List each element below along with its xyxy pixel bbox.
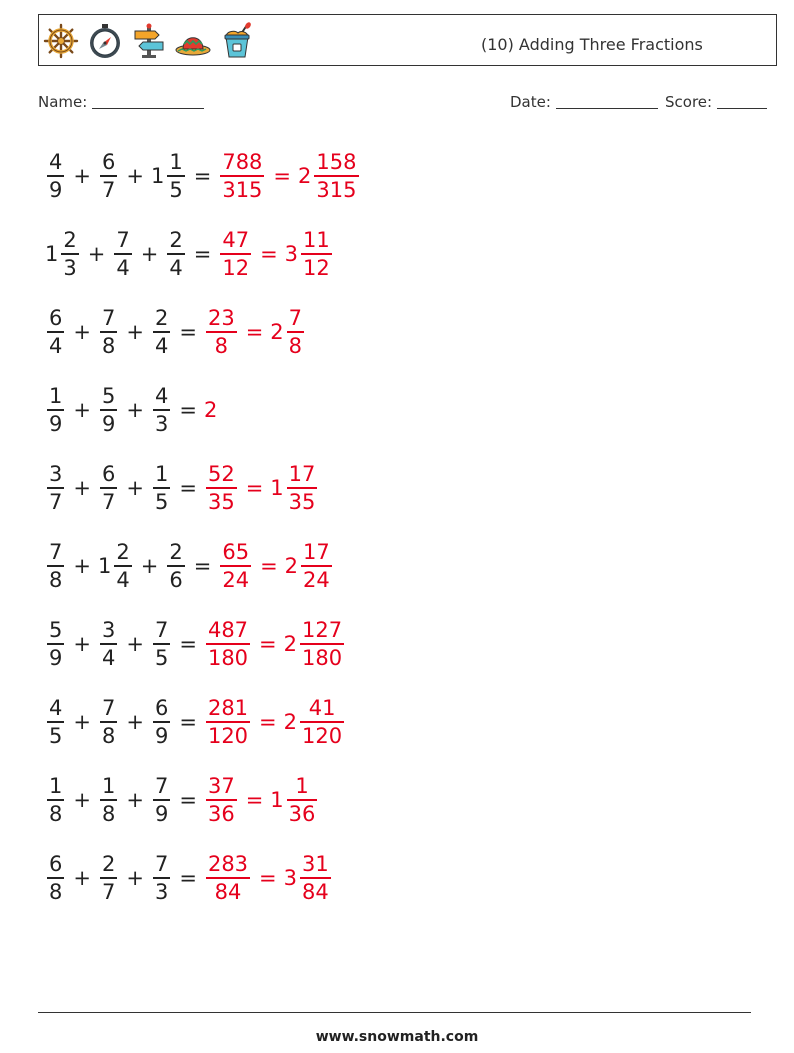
denominator: 84: [302, 879, 329, 904]
numerator: 127: [302, 618, 343, 643]
numerator: 6: [49, 306, 63, 331]
plus-sign: +: [73, 476, 91, 500]
fraction-term: [100, 305, 117, 359]
worksheet-title: (10) Adding Three Fractions: [481, 35, 703, 54]
mixed-whole: 1: [270, 476, 284, 500]
numerator: 7: [101, 696, 116, 721]
fraction-term: [100, 851, 117, 905]
numerator: 7: [49, 540, 63, 565]
numerator: 158: [316, 150, 357, 175]
equals-sign: =: [179, 398, 197, 422]
numerator: 6: [101, 462, 116, 487]
date-label: Date:: [510, 93, 551, 111]
mixed-fraction: [301, 539, 332, 593]
numerator: 788: [222, 150, 263, 175]
denominator: 7: [101, 177, 116, 202]
numerator: 41: [308, 696, 336, 721]
numerator: 6: [101, 150, 116, 175]
denominator: 4: [169, 255, 183, 280]
mixed-whole: 2: [283, 632, 298, 656]
problem-row: [45, 845, 333, 911]
numerator: 65: [222, 540, 250, 565]
plus-sign: +: [73, 710, 91, 734]
numerator: 2: [154, 306, 169, 331]
mixed-fraction: [287, 773, 318, 827]
fraction-term: [153, 305, 170, 359]
denominator: 4: [101, 645, 116, 670]
fraction-term: [100, 149, 117, 203]
denominator: 3: [154, 879, 169, 904]
mixed-whole: 2: [284, 554, 299, 578]
fraction-term: [100, 617, 117, 671]
numerator: 2: [101, 852, 116, 877]
equals-sign: =: [273, 164, 292, 188]
fraction-term: [47, 305, 64, 359]
numerator: 2: [169, 540, 183, 565]
answer-fraction: [206, 851, 250, 905]
equals-sign: =: [259, 632, 277, 656]
denominator: 24: [303, 567, 330, 592]
denominator: 3: [154, 411, 169, 436]
denominator: 4: [154, 333, 169, 358]
numerator: 4: [154, 384, 169, 409]
plus-sign: +: [126, 476, 144, 500]
mixed-fraction: [300, 695, 344, 749]
mixed-fraction: [287, 305, 304, 359]
sombrero-icon: [175, 22, 211, 60]
mixed-whole: 3: [283, 866, 298, 890]
ship-wheel-icon: [43, 22, 79, 60]
denominator: 9: [101, 411, 116, 436]
fraction-term: [167, 149, 184, 203]
answer-fraction: [206, 461, 237, 515]
numerator: 283: [207, 852, 249, 877]
fraction-term: [114, 539, 131, 593]
plus-sign: +: [126, 710, 144, 734]
denominator: 12: [222, 255, 250, 280]
denominator: 36: [288, 801, 316, 826]
problem-row: [45, 533, 334, 599]
denominator: 180: [302, 645, 343, 670]
numerator: 487: [207, 618, 249, 643]
numerator: 1: [295, 774, 309, 799]
numerator: 5: [101, 384, 116, 409]
denominator: 4: [49, 333, 63, 358]
answer-fraction: [206, 617, 250, 671]
numerator: 47: [222, 228, 250, 253]
equals-sign: =: [245, 476, 264, 500]
whole-number: 1: [45, 242, 59, 266]
plus-sign: +: [126, 866, 144, 890]
answer-fraction: [220, 227, 251, 281]
answer-whole: 2: [203, 398, 218, 422]
denominator: 5: [49, 723, 63, 748]
equals-sign: =: [179, 476, 197, 500]
fraction-term: [47, 461, 64, 515]
name-label: Name:: [38, 93, 88, 111]
plus-sign: +: [126, 398, 144, 422]
plus-sign: +: [73, 164, 91, 188]
plus-sign: +: [73, 554, 91, 578]
plus-sign: +: [140, 554, 159, 578]
answer-fraction: [206, 305, 237, 359]
numerator: 4: [49, 696, 63, 721]
whole-number: 1: [150, 164, 165, 188]
denominator: 5: [154, 645, 169, 670]
numerator: 4: [49, 150, 63, 175]
numerator: 7: [288, 306, 303, 331]
numerator: 37: [207, 774, 235, 799]
mixed-whole: 2: [270, 320, 284, 344]
plus-sign: +: [73, 632, 91, 656]
equals-sign: =: [260, 242, 278, 266]
denominator: 8: [214, 333, 228, 358]
equals-sign: =: [179, 866, 197, 890]
numerator: 23: [207, 306, 235, 331]
equals-sign: =: [245, 788, 264, 812]
fraction-term: [153, 773, 170, 827]
denominator: 9: [154, 723, 169, 748]
denominator: 315: [222, 177, 263, 202]
fraction-term: [100, 461, 117, 515]
denominator: 7: [101, 879, 116, 904]
fraction-term: [153, 617, 170, 671]
denominator: 5: [154, 489, 169, 514]
date-blank: [556, 94, 658, 109]
plus-sign: +: [73, 398, 91, 422]
problem-row: [45, 689, 346, 755]
fraction-term: [100, 383, 117, 437]
denominator: 315: [316, 177, 357, 202]
equals-sign: =: [193, 242, 212, 266]
mixed-fraction: [314, 149, 358, 203]
problem-row: [45, 143, 361, 209]
denominator: 4: [116, 567, 130, 592]
score-label: Score:: [665, 93, 713, 111]
denominator: 8: [101, 333, 116, 358]
numerator: 7: [101, 306, 116, 331]
equals-sign: =: [179, 320, 197, 344]
numerator: 6: [154, 696, 169, 721]
numerator: 7: [154, 774, 169, 799]
denominator: 8: [49, 879, 63, 904]
denominator: 3: [63, 255, 77, 280]
plus-sign: +: [126, 320, 144, 344]
equals-sign: =: [259, 866, 277, 890]
fraction-term: [100, 695, 117, 749]
problem-row: [45, 377, 217, 443]
numerator: 2: [116, 540, 130, 565]
denominator: 180: [207, 645, 249, 670]
signpost-icon: [131, 22, 167, 60]
plus-sign: +: [140, 242, 159, 266]
problem-row: [45, 299, 306, 365]
numerator: 52: [207, 462, 235, 487]
answer-fraction: [206, 773, 237, 827]
score-blank: [717, 94, 767, 109]
fraction-term: [47, 539, 64, 593]
answer-fraction: [220, 149, 264, 203]
numerator: 7: [154, 852, 169, 877]
numerator: 7: [154, 618, 169, 643]
plus-sign: +: [87, 242, 106, 266]
problem-row: [45, 455, 319, 521]
numerator: 2: [63, 228, 77, 253]
fraction-term: [61, 227, 78, 281]
plus-sign: +: [73, 320, 91, 344]
denominator: 7: [101, 489, 116, 514]
fraction-term: [47, 617, 64, 671]
name-field: [38, 93, 204, 111]
plus-sign: +: [73, 866, 91, 890]
name-blank: [92, 94, 204, 109]
numerator: 6: [49, 852, 63, 877]
equals-sign: =: [179, 710, 197, 734]
numerator: 31: [302, 852, 329, 877]
whole-number: 1: [97, 554, 112, 578]
problem-row: [45, 767, 319, 833]
mixed-whole: 3: [284, 242, 299, 266]
denominator: 35: [207, 489, 235, 514]
denominator: 12: [303, 255, 330, 280]
denominator: 9: [49, 411, 63, 436]
denominator: 35: [288, 489, 316, 514]
header-icons: [43, 22, 255, 60]
date-field: [510, 93, 658, 111]
fraction-term: [167, 227, 184, 281]
worksheet-header: [38, 14, 777, 66]
fraction-term: [153, 695, 170, 749]
answer-fraction: [220, 539, 251, 593]
equals-sign: =: [259, 710, 277, 734]
numerator: 1: [49, 384, 63, 409]
numerator: 1: [154, 462, 169, 487]
mixed-whole: 2: [283, 710, 298, 734]
numerator: 1: [49, 774, 63, 799]
mixed-fraction: [301, 227, 332, 281]
fraction-term: [153, 851, 170, 905]
plus-sign: +: [126, 632, 144, 656]
denominator: 36: [207, 801, 235, 826]
sand-bucket-icon: [219, 22, 255, 60]
denominator: 8: [49, 801, 63, 826]
equals-sign: =: [260, 554, 278, 578]
numerator: 281: [207, 696, 249, 721]
numerator: 17: [288, 462, 316, 487]
fraction-term: [47, 383, 64, 437]
numerator: 3: [101, 618, 116, 643]
fraction-term: [153, 461, 170, 515]
fraction-term: [47, 851, 64, 905]
denominator: 84: [214, 879, 242, 904]
fraction-term: [114, 227, 131, 281]
equals-sign: =: [179, 788, 197, 812]
numerator: 2: [169, 228, 183, 253]
denominator: 8: [288, 333, 303, 358]
footer-url: www.snowmath.com: [315, 1029, 479, 1045]
footer-divider: [38, 1012, 751, 1013]
fraction-term: [47, 695, 64, 749]
denominator: 9: [49, 177, 63, 202]
numerator: 3: [49, 462, 63, 487]
equals-sign: =: [193, 164, 212, 188]
numerator: 11: [303, 228, 330, 253]
denominator: 5: [169, 177, 183, 202]
problem-row: [45, 611, 346, 677]
fraction-term: [167, 539, 184, 593]
fraction-term: [153, 383, 170, 437]
fraction-term: [47, 149, 64, 203]
denominator: 8: [49, 567, 63, 592]
denominator: 7: [49, 489, 63, 514]
plus-sign: +: [73, 788, 91, 812]
compass-icon: [87, 22, 123, 60]
denominator: 24: [222, 567, 250, 592]
score-field: [665, 93, 767, 111]
numerator: 7: [116, 228, 130, 253]
denominator: 9: [49, 645, 63, 670]
fraction-term: [100, 773, 117, 827]
numerator: 1: [169, 150, 183, 175]
answer-fraction: [206, 695, 250, 749]
numerator: 1: [101, 774, 116, 799]
denominator: 120: [207, 723, 249, 748]
equals-sign: =: [179, 632, 197, 656]
numerator: 17: [303, 540, 330, 565]
fraction-term: [47, 773, 64, 827]
mixed-whole: 2: [298, 164, 312, 188]
equals-sign: =: [193, 554, 212, 578]
mixed-whole: 1: [270, 788, 284, 812]
mixed-fraction: [300, 617, 344, 671]
equals-sign: =: [245, 320, 264, 344]
mixed-fraction: [287, 461, 318, 515]
denominator: 6: [169, 567, 183, 592]
plus-sign: +: [126, 788, 144, 812]
problem-row: [45, 221, 334, 287]
plus-sign: +: [126, 164, 144, 188]
denominator: 9: [154, 801, 169, 826]
denominator: 8: [101, 723, 116, 748]
denominator: 8: [101, 801, 116, 826]
denominator: 120: [302, 723, 343, 748]
numerator: 5: [49, 618, 63, 643]
mixed-fraction: [300, 851, 331, 905]
denominator: 4: [116, 255, 130, 280]
